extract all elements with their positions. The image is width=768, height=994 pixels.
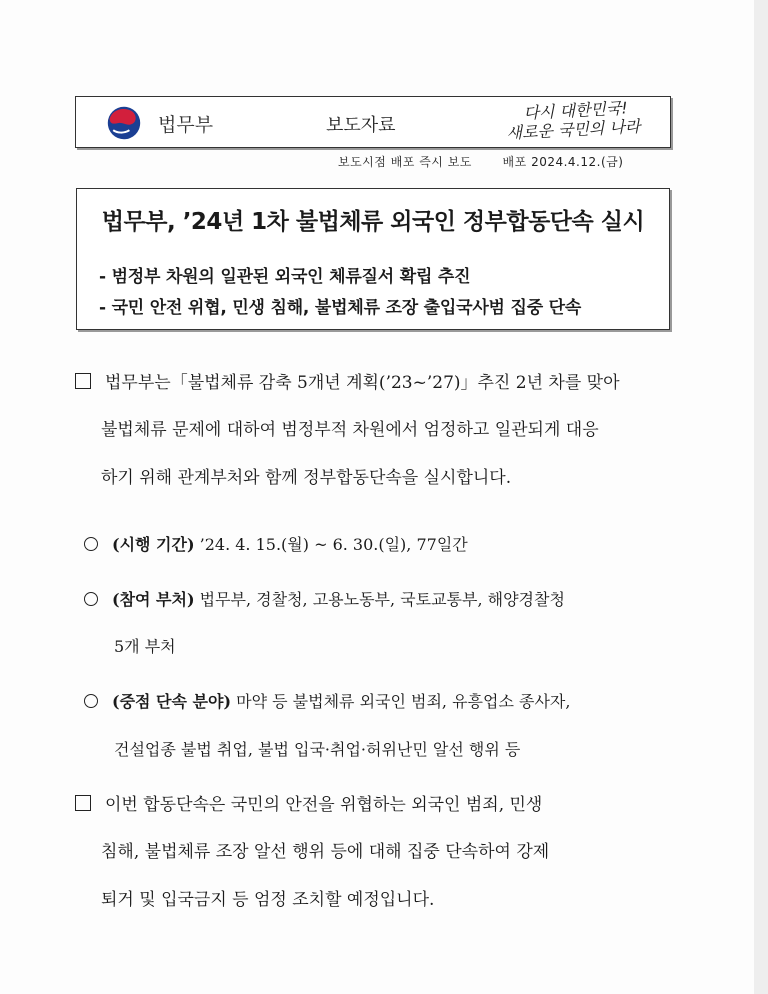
slogan-line-1: 다시 대한민국!	[523, 98, 629, 123]
bullet-text: 법무부, 경찰청, 고용노동부, 국토교통부, 해양경찰청	[194, 590, 565, 609]
paragraph-line: 법무부는「불법체류 감축 5개년 계획(’23~’27)」추진 2년 차를 맞아	[105, 373, 620, 393]
paragraph-line: 불법체류 문제에 대하여 범정부적 차원에서 엄정하고 일관되게 대응	[101, 420, 599, 440]
bullet-item	[84, 587, 565, 610]
paragraph-line: 이번 합동단속은 국민의 안전을 위협하는 외국인 범죄, 민생	[105, 795, 543, 815]
bullet-continuation: 5개 부처	[114, 637, 176, 656]
release-date-value: 2024.4.12.(금)	[531, 155, 624, 169]
bullet-item	[84, 689, 570, 712]
paragraph-line: 퇴거 및 입국금지 등 엄정 조치할 예정입니다.	[101, 890, 435, 910]
bullet-label: (시행 기간)	[112, 535, 195, 554]
summary-point: - 범정부 차원의 일관된 외국인 체류질서 확립 추진	[99, 267, 471, 287]
bullet-label: (참여 부처)	[112, 590, 195, 609]
bullet-label: (중점 단속 분야)	[112, 692, 232, 711]
taegeuk-logo-icon	[106, 105, 142, 141]
paragraph-line: 하기 위해 관계부처와 함께 정부합동단속을 실시합니다.	[101, 468, 512, 488]
press-header	[75, 96, 671, 148]
circle-bullet-icon	[84, 592, 98, 606]
bullet-text: ’24. 4. 15.(월) ~ 6. 30.(일), 77일간	[194, 535, 468, 554]
release-date-label: 배포	[502, 155, 527, 169]
release-info	[338, 153, 623, 170]
square-bullet-icon	[75, 795, 91, 811]
scan-edge	[754, 0, 768, 994]
doc-type: 보도자료	[326, 115, 396, 136]
bullet-text: 마약 등 불법체류 외국인 범죄, 유흥업소 종사자,	[231, 692, 571, 711]
summary-point: - 국민 안전 위협, 민생 침해, 불법체류 조장 출입국사범 집중 단속	[99, 298, 582, 318]
slogan	[505, 97, 647, 142]
release-time-value: 배포 즉시 보도	[390, 155, 472, 169]
title-box	[76, 188, 670, 330]
page-title: 법무부, ’24년 1차 불법체류 외국인 정부합동단속 실시	[101, 209, 645, 235]
slogan-line-2: 새로운 국민의 나라	[506, 116, 641, 143]
release-time-label: 보도시점	[338, 155, 387, 169]
circle-bullet-icon	[84, 694, 98, 708]
paragraph-line: 침해, 불법체류 조장 알선 행위 등에 대해 집중 단속하여 강제	[101, 842, 550, 862]
bullet-continuation: 건설업종 불법 취업, 불법 입국·취업·허위난민 알선 행위 등	[114, 740, 521, 759]
square-bullet-icon	[75, 373, 91, 389]
circle-bullet-icon	[84, 537, 98, 551]
ministry-name: 법무부	[158, 114, 214, 136]
bullet-item	[84, 532, 468, 555]
